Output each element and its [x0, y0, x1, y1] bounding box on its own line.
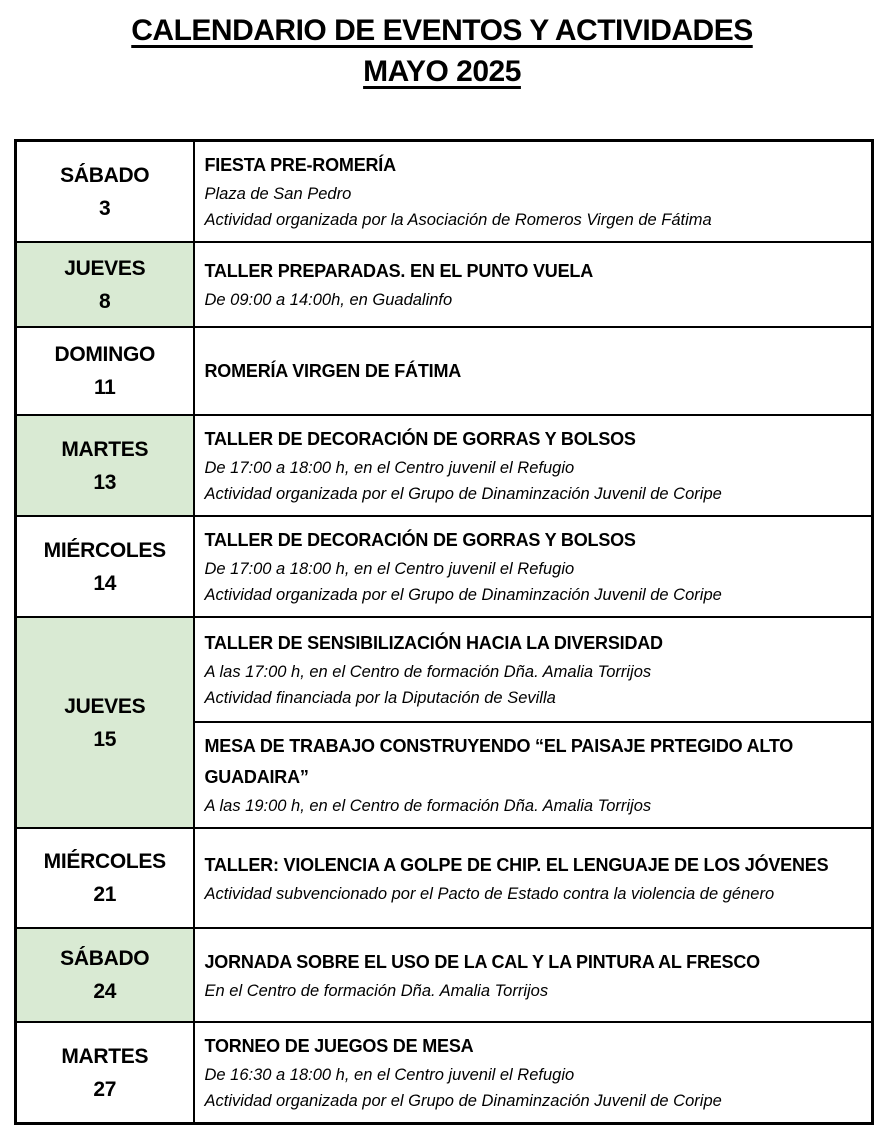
event-cell: [194, 928, 873, 1022]
day-number: 11: [93, 376, 116, 399]
event-title: FIESTA PRE-ROMERÍA: [204, 155, 396, 175]
document-title: [0, 10, 884, 92]
page-title-line-2: MAYO 2025: [363, 55, 521, 88]
event-cell: [194, 141, 873, 243]
day-cell: [16, 516, 194, 617]
day-cell: [16, 242, 194, 327]
event-title: TORNEO DE JUEGOS DE MESA: [204, 1036, 474, 1056]
table-row: [16, 928, 873, 1022]
day-name: MIÉRCOLES: [43, 850, 166, 873]
event-cell: [194, 516, 873, 617]
event-cell: [194, 828, 873, 928]
day-name: DOMINGO: [54, 343, 156, 366]
day-cell: [16, 828, 194, 928]
event-cell: [194, 242, 873, 327]
day-cell: [16, 928, 194, 1022]
table-row: [16, 415, 873, 516]
event-detail: Actividad organizada por el Grupo de Dinaminzación Juvenil de Coripe: [204, 485, 722, 503]
day-cell: [16, 327, 194, 415]
event-cell: [194, 327, 873, 415]
event-detail: De 09:00 a 14:00h, en Guadalinfo: [204, 291, 453, 309]
event-detail: Plaza de San Pedro: [204, 185, 352, 203]
event-detail: En el Centro de formación Dña. Amalia Torrijos: [204, 981, 549, 1000]
event-detail: De 17:00 a 18:00 h, en el Centro juvenil el Refugio: [204, 459, 575, 477]
day-cell: [16, 141, 194, 243]
event-title: JORNADA SOBRE EL USO DE LA CAL Y LA PINTURA AL FRESCO: [204, 951, 760, 972]
table-row: [16, 242, 873, 327]
event-title: TALLER: VIOLENCIA A GOLPE DE CHIP. EL LENGUAJE DE LOS JÓVENES: [204, 854, 829, 875]
event-detail: Actividad organizada por la Asociación de Romeros Virgen de Fátima: [204, 211, 712, 229]
page-title-line-1: CALENDARIO DE EVENTOS Y ACTIVIDADES: [131, 14, 753, 47]
event-detail: Actividad subvencionado por el Pacto de Estado contra la violencia de género: [204, 884, 775, 903]
event-cell: [194, 415, 873, 516]
event-detail: A las 17:00 h, en el Centro de formación Dña. Amalia Torrijos: [204, 663, 652, 681]
day-name: SÁBADO: [60, 947, 150, 970]
day-number: 24: [93, 980, 117, 1003]
table-row: [16, 141, 873, 243]
day-cell: [16, 1022, 194, 1124]
day-cell: [16, 415, 194, 516]
day-name: MIÉRCOLES: [43, 538, 166, 562]
event-title: MESA DE TRABAJO CONSTRUYENDO “EL PAISAJE PRTEGIDO ALTO GUADAIRA”: [204, 736, 794, 787]
day-name: JUEVES: [64, 694, 146, 718]
table-row: [16, 617, 873, 722]
event-detail: A las 19:00 h, en el Centro de formación Dña. Amalia Torrijos: [204, 797, 652, 815]
events-table: [14, 139, 874, 1125]
event-cell: [194, 722, 873, 828]
table-row: [16, 327, 873, 415]
day-number: 8: [99, 289, 111, 313]
event-detail: Actividad organizada por el Grupo de Dinaminzación Juvenil de Coripe: [204, 586, 722, 604]
day-number: 21: [93, 883, 117, 906]
day-name: SÁBADO: [60, 163, 150, 187]
table-row: [16, 828, 873, 928]
day-number: 15: [93, 727, 117, 751]
event-title: TALLER PREPARADAS. EN EL PUNTO VUELA: [204, 261, 594, 281]
day-name: JUEVES: [64, 256, 146, 280]
table-row: [16, 1022, 873, 1124]
day-number: 27: [93, 1077, 117, 1101]
event-detail: Actividad financiada por la Diputación de Sevilla: [204, 689, 556, 707]
day-number: 14: [93, 571, 117, 595]
day-number: 13: [93, 470, 117, 494]
event-detail: De 16:30 a 18:00 h, en el Centro juvenil el Refugio: [204, 1066, 575, 1084]
event-title: TALLER DE DECORACIÓN DE GORRAS Y BOLSOS: [204, 429, 636, 449]
table-row: [16, 516, 873, 617]
day-name: MARTES: [61, 437, 149, 461]
event-title: TALLER DE DECORACIÓN DE GORRAS Y BOLSOS: [204, 530, 636, 550]
day-name: MARTES: [61, 1044, 149, 1068]
event-detail: De 17:00 a 18:00 h, en el Centro juvenil el Refugio: [204, 560, 575, 578]
event-cell: [194, 617, 873, 722]
event-title: ROMERÍA VIRGEN DE FÁTIMA: [204, 360, 462, 381]
event-title: TALLER DE SENSIBILIZACIÓN HACIA LA DIVERSIDAD: [204, 633, 663, 653]
event-detail: Actividad organizada por el Grupo de Dinaminzación Juvenil de Coripe: [204, 1092, 722, 1110]
event-cell: [194, 1022, 873, 1124]
day-cell: [16, 617, 194, 828]
day-number: 3: [99, 196, 111, 220]
